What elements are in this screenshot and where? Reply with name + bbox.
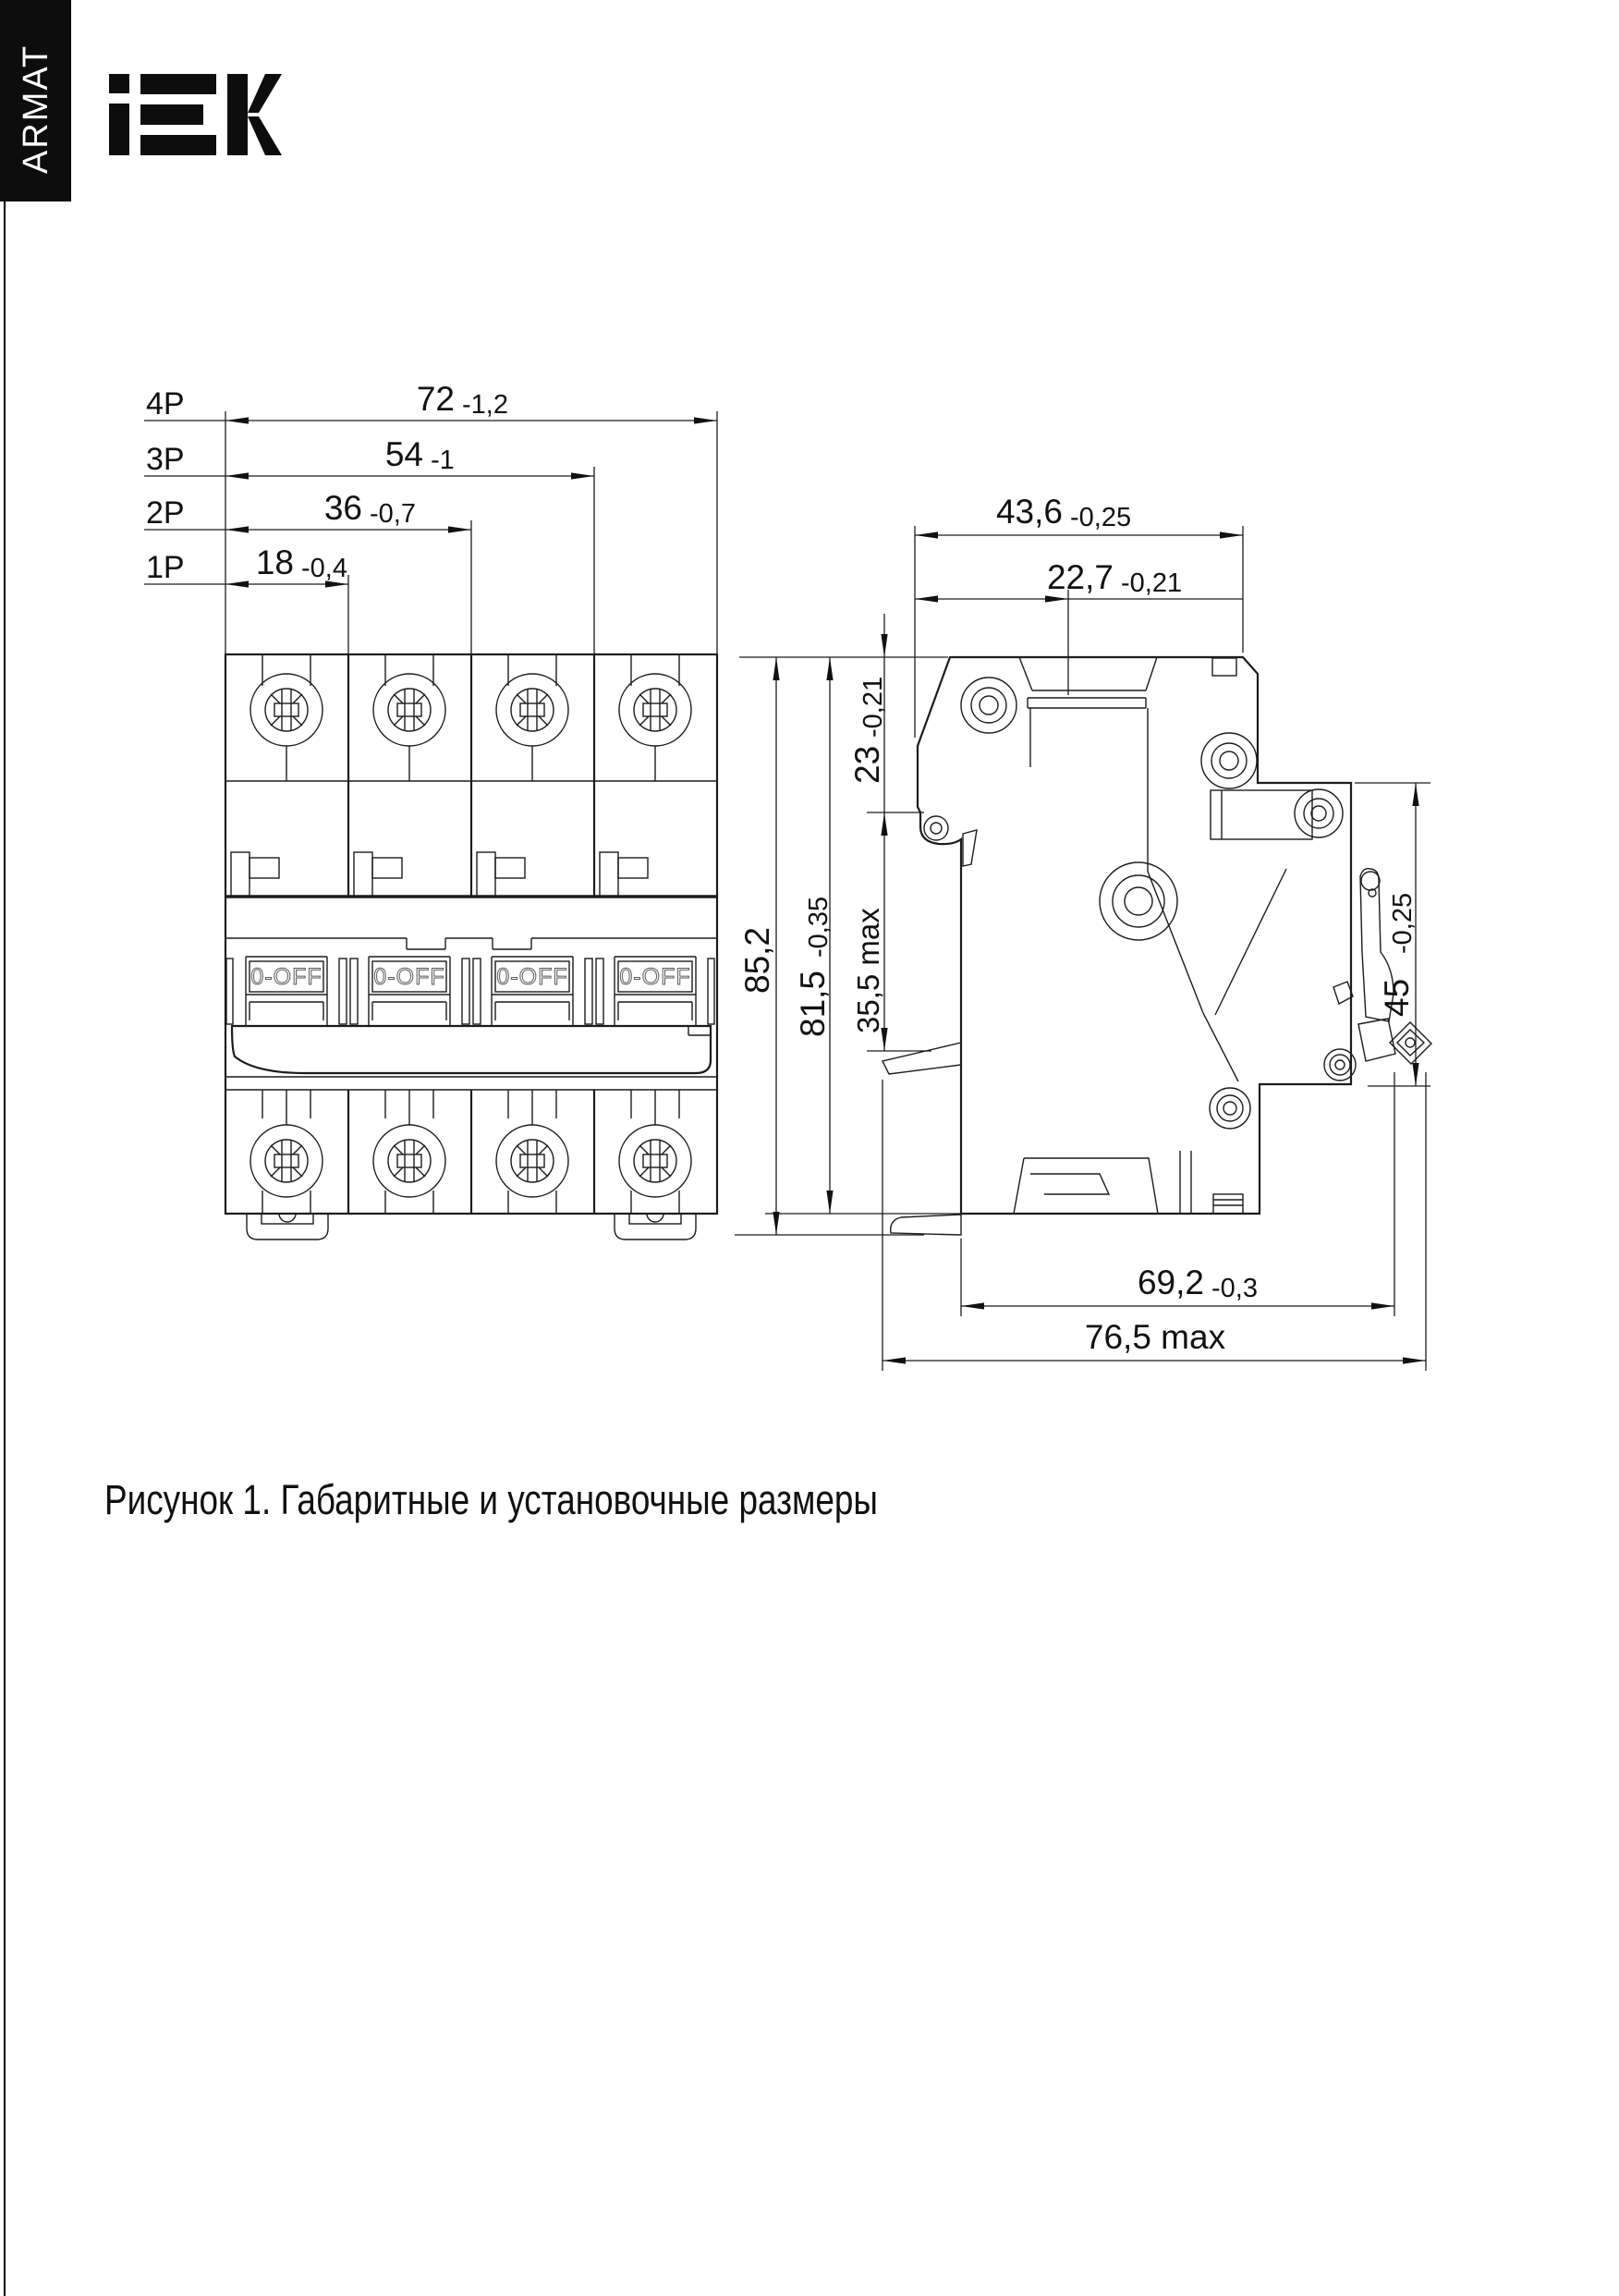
screw-boss-icon (961, 678, 1356, 1129)
din-rail-window (1211, 790, 1312, 839)
front-body (225, 654, 717, 1214)
pole-2 (354, 654, 450, 1214)
logo-e-mid (140, 104, 203, 125)
front-dimensions (144, 380, 717, 654)
dim-2p-value: 36 (323, 489, 362, 527)
dim-max-depth-value: 76,5 max (1084, 1318, 1226, 1356)
mount-ear-hole-icon (924, 816, 948, 840)
iek-logo (109, 74, 282, 155)
dim-3p-tolerance: -1 (431, 446, 455, 475)
dim-face-tolerance: -0,21 (1121, 568, 1183, 598)
dim-mount-depth-value: 69,2 (1137, 1264, 1204, 1301)
handle-bar (232, 1026, 711, 1073)
logo-k-spine (227, 74, 248, 155)
dim-body-height-value: 81,5 (794, 970, 832, 1037)
dim-clip-travel-value: 35,5 max (851, 908, 885, 1033)
pole-3 (477, 654, 573, 1214)
dim-terminal-height-value: 45 (1378, 978, 1416, 1017)
pole-label-4p: 4P (146, 386, 185, 421)
dim-1p-tolerance: -0,4 (301, 554, 347, 583)
terminal-screw-icon (619, 674, 691, 746)
front-view (144, 380, 717, 1240)
din-clip-hook (891, 1215, 961, 1235)
dim-2p-tolerance: -0,7 (370, 499, 416, 529)
terminal-screw-icon (373, 674, 445, 746)
dim-1p-value: 18 (255, 543, 294, 581)
square-hole (1333, 982, 1353, 1004)
logo-k-upper-arm (248, 74, 282, 113)
logo-k-lower-arm (248, 116, 282, 155)
logo-i-stem (109, 104, 129, 155)
din-clips (247, 1214, 696, 1240)
pole-label-2p: 2P (146, 495, 185, 531)
dim-4p-value: 72 (416, 380, 455, 418)
dim-face-value: 22,7 (1046, 558, 1114, 596)
dim-body-height-tolerance: -0,35 (804, 896, 834, 958)
terminal-screw-icon (250, 674, 323, 746)
pole-1 (231, 654, 327, 1214)
dim-4p-tolerance: -1,2 (462, 390, 508, 420)
logo-e-bottom (140, 135, 216, 155)
series-label: ARMAT (17, 43, 55, 175)
dim-total-height-value: 85,2 (738, 926, 776, 994)
dim-3p-value: 54 (384, 435, 423, 473)
pole-4 (600, 654, 696, 1214)
toggle-label: 0-OFF (250, 964, 323, 990)
pole-label-3p: 3P (146, 442, 185, 477)
dim-rail-offset-tolerance: -0,21 (858, 676, 888, 738)
side-dimensions (735, 493, 1430, 1371)
toggle-label: 0-OFF (496, 964, 568, 990)
toggle-label: 0-OFF (373, 964, 445, 990)
latch-screw-icon (1390, 1022, 1431, 1064)
din-latch-tab (883, 1043, 961, 1074)
side-view (735, 493, 1431, 1371)
logo-e-top (140, 74, 216, 94)
dim-terminal-height-tolerance: -0,25 (1388, 892, 1418, 954)
dim-depth-value: 43,6 (995, 493, 1063, 531)
figure-caption: Рисунок 1. Габаритные и установочные размеры (104, 1476, 878, 1523)
dim-depth-tolerance: -0,25 (1070, 503, 1132, 532)
logo-i-dot (109, 74, 129, 93)
dim-rail-offset-value: 23 (848, 745, 886, 784)
dim-mount-depth-tolerance: -0,3 (1211, 1274, 1258, 1303)
pole-label-1p: 1P (146, 550, 185, 585)
terminal-screw-icon (496, 674, 568, 746)
side-body-outline (918, 657, 1351, 1214)
toggle-label: 0-OFF (619, 964, 691, 990)
